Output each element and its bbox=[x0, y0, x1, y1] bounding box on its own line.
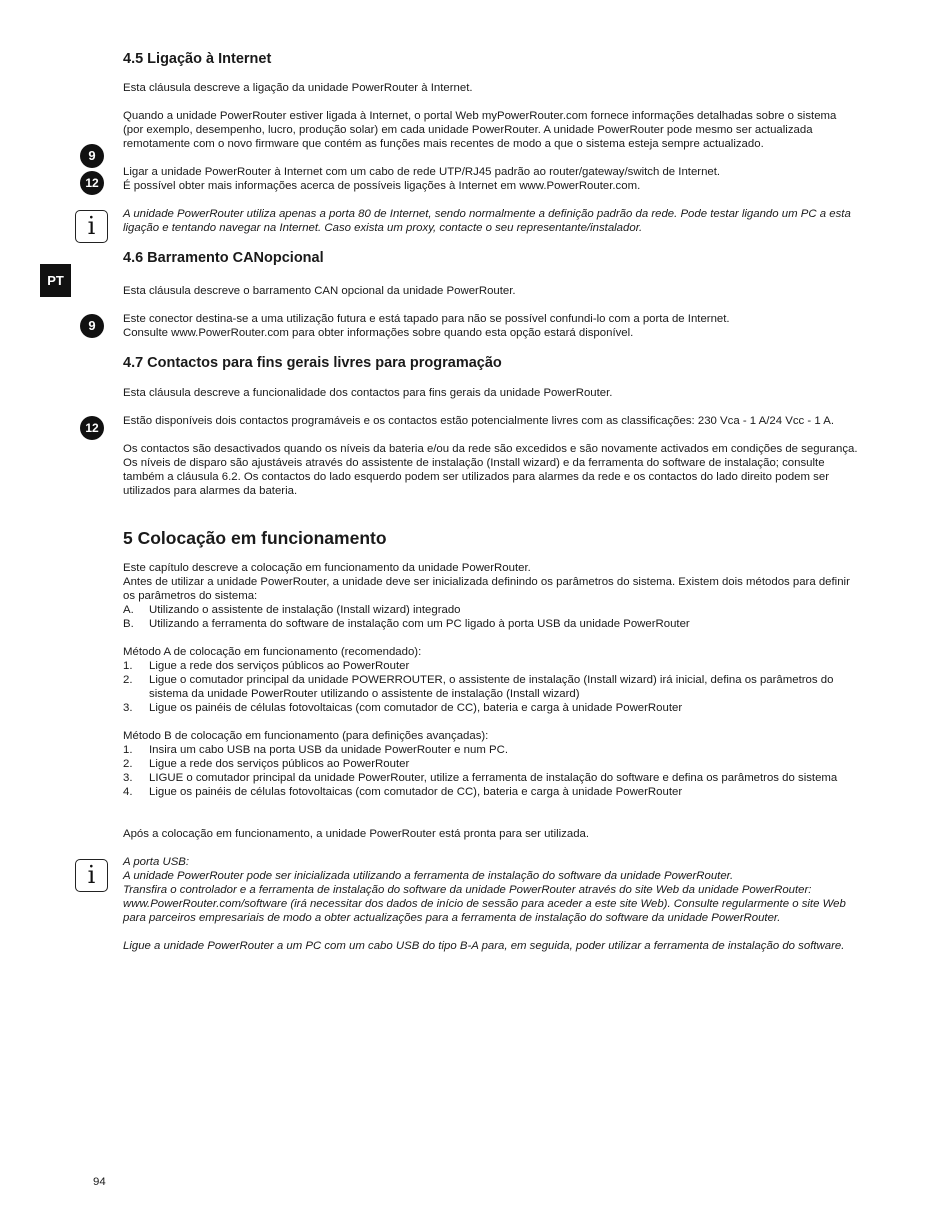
section-4-5-note: A unidade PowerRouter utiliza apenas a porta 80 de Internet, sendo normalmente a definição padrão da rede. Pode testar ligando um PC a esta ligação e tentando navegar na Internet. Caso exista um proxy, contacte o seu representante/instalador. bbox=[123, 208, 851, 234]
section-4-5-connection: Ligar a unidade PowerRouter à Internet com um cabo de rede UTP/RJ45 padrão ao router/gateway/switch de Internet. bbox=[123, 166, 721, 178]
list-item: 2. Ligue a rede dos serviços públicos ao PowerRouter bbox=[123, 758, 410, 770]
after-commissioning: Após a colocação em funcionamento, a unidade PowerRouter está pronta para ser utilizada. bbox=[123, 828, 590, 840]
section-4-5-intro: Esta cláusula descreve a ligação da unidade PowerRouter à Internet. bbox=[123, 82, 473, 94]
section-4-6-more-info: Consulte www.PowerRouter.com para obter informações sobre quando esta opção estará disponível. bbox=[123, 327, 634, 339]
list-item: 3. Ligue os painéis de células fotovoltaicas (com comutador de CC), bateria e carga à unidade PowerRouter bbox=[123, 702, 683, 714]
methods-list bbox=[123, 603, 858, 631]
section-4-6-intro: Esta cláusula descreve o barramento CAN opcional da unidade PowerRouter. bbox=[123, 285, 516, 297]
reference-badge-9: 9 bbox=[80, 314, 104, 338]
usb-note-title: A porta USB: bbox=[123, 856, 190, 868]
chapter-5-methods-intro: Antes de utilizar a unidade PowerRouter, a unidade deve ser inicializada definindo os parâmetros do sistema. Existem dois métodos para definir os parâmetros do sistema: bbox=[123, 576, 850, 602]
list-item: 3. LIGUE o comutador principal da unidade PowerRouter, utilize a ferramenta de instalação do software e defina os parâmetros do sistema bbox=[123, 772, 838, 784]
list-item: B. Utilizando a ferramenta do software de instalação com um PC ligado à porta USB da unidade PowerRouter bbox=[123, 618, 690, 630]
section-4-7-body: Os contactos são desactivados quando os níveis da bateria e/ou da rede são excedidos e são novamente activados em condições de segurança. Os níveis de disparo são ajustáveis através do assistente de instalação (Install wizard) e da ferramenta do software de instalação; consulte também a cláusula 6.2. Os contactos do lado esquerdo podem ser utilizados para alarmes da rede e os contactos do lado direito podem ser utilizados para alarmes da bateria. bbox=[123, 443, 858, 497]
usb-note-cable: Ligue a unidade PowerRouter a um PC com um cabo USB do tipo B-A para, em seguida, poder utilizar a ferramenta de instalação do software. bbox=[123, 940, 845, 952]
section-4-7-ratings: Estão disponíveis dois contactos programáveis e os contactos estão potencialmente livres com as classificações: 230 Vca - 1 A/24 Vcc - 1 A. bbox=[123, 415, 835, 427]
list-item: A. Utilizando o assistente de instalação (Install wizard) integrado bbox=[123, 604, 461, 616]
section-4-6-title: 4.6 Barramento CANopcional bbox=[123, 250, 324, 266]
section-4-5-body: Quando a unidade PowerRouter estiver ligada à Internet, o portal Web myPowerRouter.com fornece informações detalhadas sobre o sistema (por exemplo, desempenho, lucro, produção solar) em cada unidade PowerRouter. A unidade PowerRouter pode mesmo ser actualizada remotamente com o novo firmware que contém as funções mais recentes de modo a que o sistema esteja sempre actualizado. bbox=[123, 110, 837, 150]
list-item: 1. Ligue a rede dos serviços públicos ao PowerRouter bbox=[123, 660, 410, 672]
info-icon: i bbox=[75, 210, 108, 243]
list-item: 2. Ligue o comutador principal da unidade POWERROUTER, o assistente de instalação (Install wizard) irá inicial, defina os parâmetros do sistema da unidade PowerRouter utilizando o assistente de instalação (Install wizard) bbox=[123, 674, 834, 700]
section-4-7-intro: Esta cláusula descreve a funcionalidade dos contactos para fins gerais da unidade PowerRouter. bbox=[123, 387, 613, 399]
reference-badge-9: 9 bbox=[80, 144, 104, 168]
chapter-5-intro: Este capítulo descreve a colocação em funcionamento da unidade PowerRouter. bbox=[123, 562, 531, 574]
section-4-5-title: 4.5 Ligação à Internet bbox=[123, 51, 272, 67]
reference-badge-12: 12 bbox=[80, 416, 104, 440]
usb-note-download: Transfira o controlador e a ferramenta de instalação do software da unidade PowerRouter através do site Web da unidade PowerRouter: www.PowerRouter.com/software (irá necessitar dos dados de início de sessão para aceder a este site Web). Consulte regularmente o site Web para parceiros empresariais de modo a obter actualizações para a ferramenta de instalação do software da unidade PowerRouter. bbox=[123, 884, 846, 924]
language-tab: PT bbox=[40, 264, 71, 297]
info-icon: i bbox=[75, 859, 108, 892]
chapter-5-title: 5 Colocação em funcionamento bbox=[123, 528, 387, 548]
section-4-7-title: 4.7 Contactos para fins gerais livres para programação bbox=[123, 355, 502, 371]
page-number: 94 bbox=[93, 1176, 106, 1188]
section-4-5-more-info: É possível obter mais informações acerca de possíveis ligações à Internet em www.PowerRouter.com. bbox=[123, 180, 641, 192]
reference-badge-12: 12 bbox=[80, 171, 104, 195]
usb-note-line: A unidade PowerRouter pode ser inicializada utilizando a ferramenta de instalação do software da unidade PowerRouter. bbox=[123, 870, 734, 882]
list-item: 1. Insira um cabo USB na porta USB da unidade PowerRouter e num PC. bbox=[123, 744, 508, 756]
method-b-steps bbox=[123, 743, 858, 799]
method-b-title: Método B de colocação em funcionamento (para definições avançadas): bbox=[123, 730, 489, 742]
section-4-6-body: Este conector destina-se a uma utilização futura e está tapado para não se possível confundi-lo com a porta de Internet. bbox=[123, 313, 730, 325]
method-a-title: Método A de colocação em funcionamento (recomendado): bbox=[123, 646, 422, 658]
list-item: 4. Ligue os painéis de células fotovoltaicas (com comutador de CC), bateria e carga à unidade PowerRouter bbox=[123, 786, 683, 798]
usb-note bbox=[123, 855, 858, 953]
method-a-steps bbox=[123, 659, 858, 715]
